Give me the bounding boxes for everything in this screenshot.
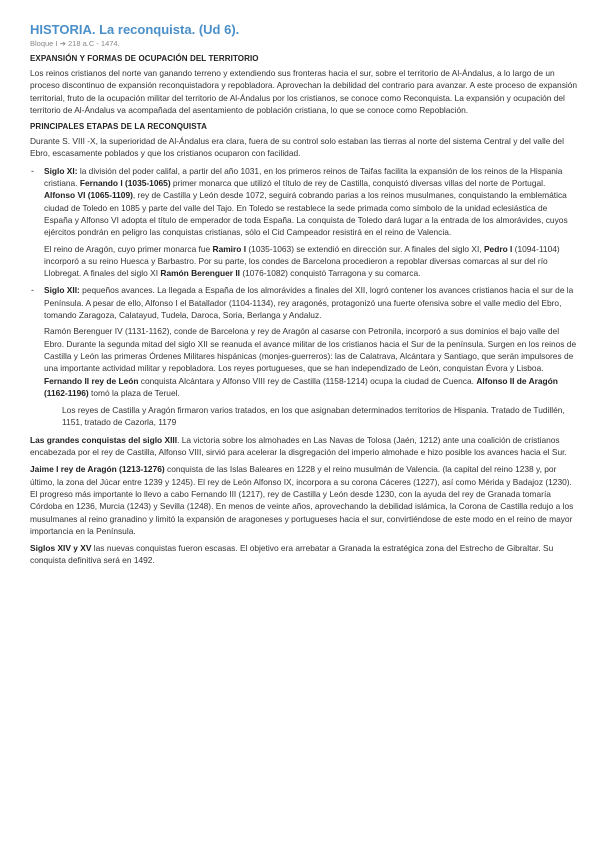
label-siglo-xi: Siglo XI:	[44, 165, 78, 176]
text: (1035-1063) se extendió en dirección sur. A finales del siglo XI,	[246, 243, 484, 254]
text: la división del poder califal, a partir del año 1031, en los primeros reinos de Taifas facilita la expansión de los reinos de la Hispania cristiana.	[44, 165, 563, 189]
paragraph-aragon	[44, 243, 578, 280]
text: tomó la plaza de Teruel.	[88, 387, 180, 398]
text: las nuevas conquistas fueron escasas. El objetivo era arrebatar a Granada la estratégica zona del Estrecho de Gibraltar. Su conquista definitiva será en 1492.	[30, 543, 554, 566]
bold-ramon-berenguer-ii: Ramón Berenguer II	[160, 268, 240, 279]
paragraph-siglo-xiii	[30, 434, 578, 459]
bullet-dash: -	[31, 285, 34, 296]
bold-pedro-i: Pedro I	[483, 243, 513, 254]
section-heading-etapas: PRINCIPALES ETAPAS DE LA RECONQUISTA	[30, 122, 207, 132]
text: conquista Alcántara y Alfonso VIII rey de Castilla (1158-1214) ocupa la ciudad de Cuenca.	[138, 375, 477, 386]
text: El reino de Aragón, cuyo primer monarca fue	[44, 243, 213, 254]
bold-ramiro-i: Ramiro I	[212, 243, 247, 254]
title-unit: (Ud 6).	[198, 22, 240, 37]
page-subtitle: Bloque I ➔ 218 a.C - 1474.	[30, 39, 120, 48]
title-main: HISTORIA. La reconquista.	[30, 22, 196, 37]
list-item-siglo-xii	[30, 284, 578, 428]
paragraph-siglo-xii	[44, 284, 578, 321]
section-heading-expansion: EXPANSIÓN Y FORMAS DE OCUPACIÓN DEL TERRITORIO	[30, 54, 259, 63]
text: primer monarca que utilizó el título de rey de Castilla, conquistó diversas villas del norte de Portugal.	[170, 178, 546, 189]
paragraph-jaime-i	[30, 463, 578, 537]
document-page	[30, 22, 578, 572]
label-siglo-xiii: Las grandes conquistas del siglo XIII	[30, 434, 178, 445]
paragraph-ramon-berenguer-iv	[44, 325, 578, 399]
text: Ramón Berenguer IV (1131-1162), conde de Barcelona y rey de Aragón al casarse con Petronila, incorporó a sus dominios el bajo valle del Ebro. Durante la segunda mitad del siglo XII se reanuda el avance militar de los cristianos hacia el Sur de la península. Surgen en los reinos de Castilla y León las primeras Órdenes Militares hispánicas (monjes-guerreros): las de Calatrava, Alcántara y Santiago, que serán impulsores de una importante actividad militar y repobladora. Los reyes portugueses, que se han independizado de León, conquistan Évora y Lisboa.	[44, 326, 577, 374]
text: pequeños avances. La llegada a España de los almorávides a finales del XII, logró contener los avances cristianos hacia el sur de la Península. A pesar de ello, Alfonso I el Batallador (1104-1134), rey aragonés, protagonizó una fuerte ofensiva sobre el valle medio del Ebro, tomando Zaragoza, Calatayud, Tudela, Daroca, Soria, Berlanga y Andaluz.	[44, 285, 574, 321]
label-siglos-xiv-xv: Siglos XIV y XV	[30, 543, 92, 554]
paragraph-tratados: Los reyes de Castilla y Aragón firmaron varios tratados, en los que asignaban determinados territorios de Hispania. Tratado de Tudillén, 1151, tratado de Cazorla, 1179	[62, 405, 565, 428]
label-siglo-xii: Siglo XII:	[44, 285, 80, 296]
paragraph-expansion: Los reinos cristianos del norte van ganando terreno y extendiendo sus fronteras hacia el sur, sobre el territorio de Al-Ándalus, a lo largo de un proceso discontinuo de expansión reconquistadora y repobladora. Aprovechan la debilidad del contrario para avanzar. A este proceso de expansión territorial, fruto de la ocupación militar del territorio de Al-Ándalus por los cristianos, se conoce como Reconquista. La expansión y ocupación del territorio de Al-Ándalus va acompañada del asentamiento de población cristiana, lo que se conoce como Repoblación.	[30, 68, 578, 115]
paragraph-siglo-xi	[44, 165, 578, 239]
text: conquista de las Islas Baleares en 1228 y el reino musulmán de Valencia. (la capital del reino 1238 y, por último, la zona del Júcar entre 1239 y 1245). El rey de León Alfonso IX, incorpora a su corona Cáceres (1227), así como Mérida y Badajoz (1230). El progreso más importante lo llevo a cabo Fernando III (1217), rey de Castilla y León desde 1230, con la ayuda del rey de Granada tomaría Córdoba en 1236, Murcia (1243) y Sevilla (1248). En menos de veinte años, aprovechando la debilidad islámica, la Corona de Castilla redujo a los musulmanes al reino granadino y limitó la expansión de aragoneses y portugueses hacia el sur, convirtiéndose de este modo en el reino de mayor importancia en la Península.	[30, 464, 574, 536]
text: . La victoria sobre los almohades en Las Navas de Tolosa (Jaén, 1212) ante una coalición de cristianos encabezada por el rey de Castilla, Alfonso VIII, sirvió para acelerar la disgregación del imperio almohade e hizo posible los avances hacia el Sur.	[30, 434, 567, 458]
label-jaime-i: Jaime I rey de Aragón (1213-1276)	[30, 464, 165, 475]
paragraph-intro: Durante S. VIII -X, la superioridad de Al-Ándalus era clara, fuera de su control solo estaban las tierras al norte del sistema Central y del valle del Ebro, escasamente poblados y que los cristianos ocuparon con facilidad.	[30, 136, 564, 159]
bold-fernando-i: Fernando I (1035-1065)	[79, 178, 171, 189]
bold-fernando-ii: Fernando II rey de León	[44, 375, 139, 386]
text: , rey de Castilla y León desde 1072, seguirá cobrando parias a los reinos musulmanes, conquistando la emblemática ciudad de Toledo en 1085 y parte del valle del Tajo. En Toledo se restablece la sede primada como símbolo de la unidad eclesiástica de España y Alfonso VI adopta el título de emperador de toda España. La conquista de Toledo dará lugar a la entrada de los almorávides, cuyos ejércitos pondrán en peligro las conquistas cristianas, sólo el Cid Campeador resistirá en el reino de Valencia.	[44, 190, 568, 238]
text: (1076-1082) conquistó Tarragona y su comarca.	[240, 268, 421, 279]
text: (1094-1104) incorporó a su reino Huesca y Barbastro. Por su parte, los condes de Barcelona procedieron a repoblar diversas comarcas al sur del río Llobregat. A finales del siglo XI	[44, 243, 560, 279]
list-item-siglo-xi	[30, 165, 578, 280]
bold-alfonso-ii: Alfonso II de Aragón (1162-1196)	[44, 375, 558, 398]
page-title	[30, 22, 578, 38]
paragraph-siglos-xiv-xv	[30, 542, 578, 567]
bold-alfonso-vi: Alfonso VI (1065-1109)	[44, 190, 133, 201]
bullet-dash: -	[31, 165, 34, 176]
